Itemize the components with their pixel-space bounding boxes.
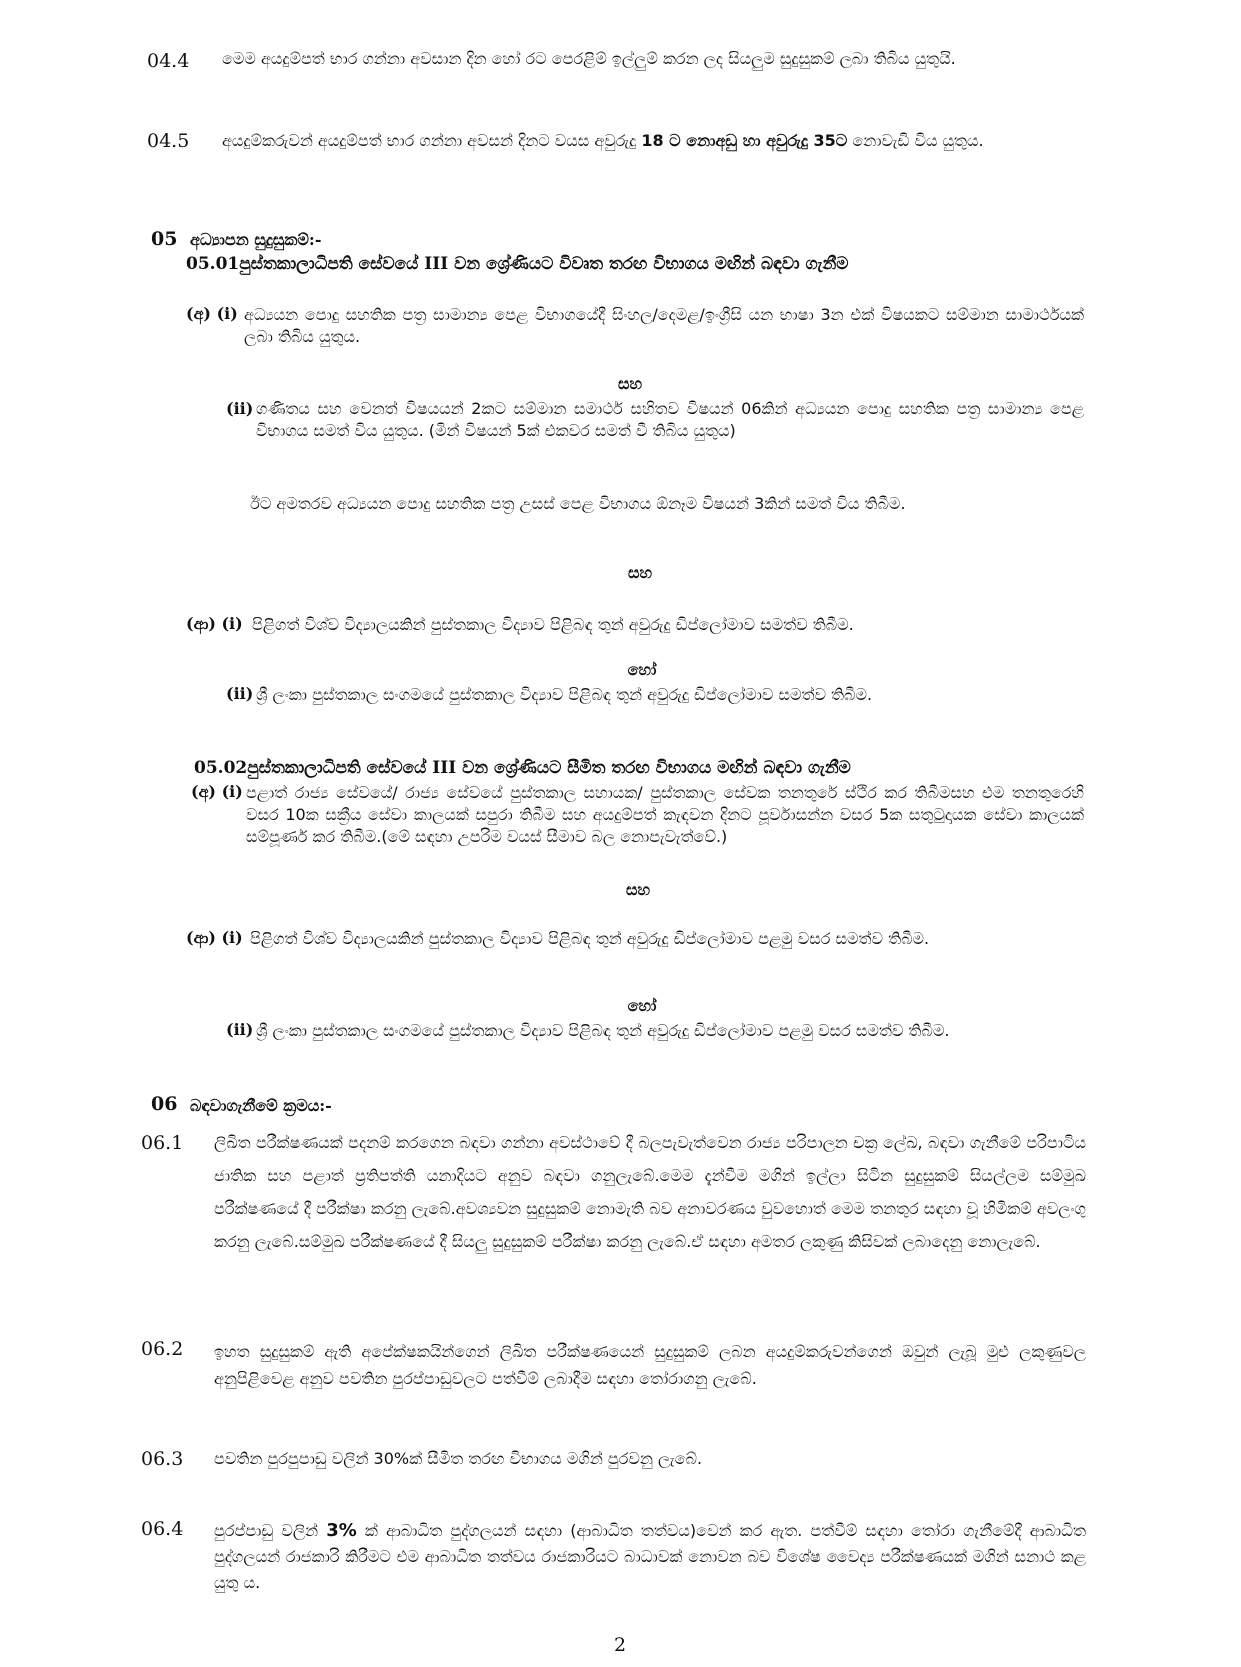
- item-label-bb-ii: (ii): [226, 1020, 254, 1039]
- section-text-06-4: [214, 1518, 1086, 1596]
- item-text-b-i: පළාත් රාජ්‍ය සේවයේ/ රාජ්‍ය සේවයේ පුස්තකාල සහායක/ පුස්තකාල සේවක තනතුරේ ස්ථිර කර තිබීමසහ එම තනතුරෙහි වසර 10ක සක්‍රීය සේවා කාලයක් සපුරා තිබීම සහ අයදුම්පත් කැඳවන දිනට පූර්වාසන්න වසර 5ක සතුටුදායක සේවා කාලයක් සම්පූර්ණ කර තිබීම.(මේ සඳහා උපරිම වයස් සීමාව බල නොපැවැත්වේ.): [246, 783, 1084, 846]
- item-text-a-ii-extra: ඊට අමතරව අධ්‍යයන පොදු සහතික පත්‍ර උසස් පෙළ විභාගය ඕනෑම විෂයන් 3කින් සමත් විය තිබීම.: [250, 494, 906, 513]
- item-label-a-ii: (ii): [226, 399, 254, 418]
- connector-saha-1: සහ: [617, 374, 643, 393]
- section-number-06-4: 06.4: [141, 1518, 184, 1540]
- section-number-06-1: 06.1: [141, 1132, 184, 1154]
- item-label-a-i: (අ) (i): [186, 304, 238, 323]
- item-text-bb-ii: ශ්‍රී ලංකා පුස්තකාල සංගමයේ පුස්තකාල විද්‍යාව පිළිබඳ තුන් අවුරුදු ඩිප්ලෝමාව පළමු වසර සමත්ව තිබීම.: [256, 1021, 950, 1040]
- vacancy-percent-bold: 3%: [326, 1520, 357, 1541]
- section-title-06: බඳවාගැනීමේ ක්‍රමය:-: [190, 1096, 332, 1115]
- section-number-06: 06: [151, 1093, 178, 1115]
- item-label-bb-i: (ආ) (i): [186, 928, 243, 947]
- item-label-b-i: (අ) (i): [191, 782, 243, 801]
- connector-ho-1: හෝ: [627, 660, 657, 679]
- age-text-pre: අයදුම්කරුවන් අයදුම්පත් භාර ගන්නා අවසන් දිනට වයස අවුරුදු: [222, 131, 642, 150]
- item-text-a-ii: ගණිතය සහ වෙනත් විෂයයන් 2කට සම්මාන සමාර්ථ සහිතව විෂයන් 06කින් අධ්‍යයන පොදු සහතික පත්‍ර සාමාන්‍ය පෙළ විභාගය සමත් විය යුතුය. (මින් විෂයන් 5ක් එකවර සමත් වී තිබිය යුතුය): [256, 399, 1084, 440]
- item-text-bb-i: පිළිගත් විශ්ව විද්‍යාලයකින් පුස්තකාල විද්‍යාව පිළිබඳ තුන් අවුරුදු ඩිප්ලෝමාව පළමු වසර සමත්ව තිබීම.: [250, 929, 930, 948]
- item-label-aa-i: (ආ) (i): [186, 614, 243, 633]
- section-text-06-1: ලිඛිත පරීක්ෂණයක් පදනම් කරගෙන බඳවා ගන්නා අවස්ථාවේ දී බලපැවැත්වෙන රාජ්‍ය පරිපාලන චක්‍ර ලේඛ, බඳවා ගැනීමේ පරිපාටිය ජාතික සහ පළාත් ප්‍රතිපත්ති යනාදියට අනුව බඳවා ගනුලැබේ.මෙම දැන්වීම මගින් ඉල්ලා සිටින සුදුසුකම් සියල්ලම සම්මුඛ පරීක්ෂණයේ දී පරීක්ෂා කරනු ලැබේ.අවශ්‍යවන සුදුසුකම් නොමැති බව අනාවරණය වුවහොත් මෙම තනතුර සඳහා වූ හිමිකම් අවලංගු කරනු ලැබේ.සම්මුඛ පරීක්ෂණයේ දී සියලු සුදුසුකම් පරීක්ෂා කරනු ලැබේ.ඒ සඳහා අමතර ලකුණු කිසිවක් ලබාදෙනු නොලැබේ.: [214, 1133, 1086, 1251]
- age-limit-bold: 18 ට නොඅඩු හා අවුරුදු 35ට: [641, 131, 848, 150]
- section-text-04-4: මෙම අයදුම්පත් භාර ගන්නා අවසාන දින හෝ රට පෙරළිම් ඉල්ලුම් කරන ලද සියලුම සුදුසුකම් ලබා තිබිය යුතුයි.: [222, 49, 956, 68]
- connector-saha-2: සහ: [627, 563, 653, 582]
- connector-saha-3: සහ: [625, 880, 651, 899]
- page-number: 2: [613, 1634, 627, 1656]
- section-text-06-2: ඉහත සුදුසුකම් ඇති අපේක්ෂකයින්ගෙන් ලිඛිත පරීක්ෂණයෙන් සුදුසුකම් ලබන අයදුම්කරුවන්ගෙන් ඔවුන් ලැබූ මුළු ලකුණුවල අනුපිළිවෙළ අනුව පවතින පුරප්පාඩුවලට පත්වීම් ලබාදීම සඳහා තෝරාගනු ලැබේ.: [214, 1342, 1086, 1388]
- section-number-04-5: 04.5: [147, 130, 190, 152]
- item-text-aa-ii: ශ්‍රී ලංකා පුස්තකාල සංගමයේ පුස්තකාල විද්‍යාව පිළිබඳ තුන් අවුරුදු ඩිප්ලෝමාව සමත්ව තිබීම.: [256, 685, 873, 704]
- section-text-06-3: පවතින පුරපුපාඩු වලින් 30%ක් සීමිත තරඟ විභාගය මගින් පුරවනු ලැබේ.: [214, 1449, 703, 1468]
- section-number-04-4: 04.4: [147, 50, 190, 72]
- section-text-04-5: [222, 130, 1082, 152]
- item-text-aa-i: පිළිගත් විශ්ව විද්‍යාලයකින් පුස්තකාල විද්‍යාව පිළිබඳ තුන් අවුරුදු ඩිප්ලෝමාව සමත්ව තිබීම.: [252, 615, 854, 634]
- connector-ho-2: හෝ: [627, 996, 657, 1015]
- subsection-title-05-01: 05.01පුස්තකාලාධිපති සේවයේ III වන ශ්‍රේණියට විවෘත තරඟ විභාගය මඟින් බඳවා ගැනීම: [186, 254, 849, 274]
- section-number-05: 05: [151, 228, 178, 250]
- item-label-aa-ii: (ii): [226, 684, 254, 703]
- subsection-title-05-02: 05.02පුස්තකාලාධිපති සේවයේ III වන ශ්‍රේණියට සීමිත තරඟ විභාගය මඟින් බඳවා ගැනීම: [194, 758, 851, 778]
- vacancy-text-post: ක් ආබාධිත පුද්ගලයන් සඳහා (ආබාධිත තත්වය)වෙන් කර ඇත. පත්වීම් සඳහා තෝරා ගැනීමේදී ආබාධිත පුද්ගලයන් රාජකාරි කිරීමට එම ආබාධිත තත්වය රාජකාරියට බාධාවක් නොවන බව විශේෂ වෛද්‍ය පරීක්ෂණයක් මගින් සනාථ කළ යුතු ය.: [214, 1521, 1086, 1592]
- section-number-06-3: 06.3: [141, 1448, 184, 1470]
- section-title-05: අධ්‍යාපන සුදුසුකම්:-: [190, 230, 322, 249]
- age-text-post: නොවැඩි විය යුතුය.: [852, 131, 984, 150]
- item-text-a-i: අධ්‍යයන පොදු සහතික පත්‍ර සාමාන්‍ය පෙළ විභාගයේදී සිංහල/දෙමළ/ඉංග්‍රීසි යන භාෂා 3න එක් විෂයකට සම්මාන සාමාර්ථයක් ලබා තිබිය යුතුය.: [244, 305, 1084, 346]
- vacancy-text-pre: පුරප්පාඩු වලින්: [214, 1521, 327, 1540]
- section-number-06-2: 06.2: [141, 1338, 184, 1360]
